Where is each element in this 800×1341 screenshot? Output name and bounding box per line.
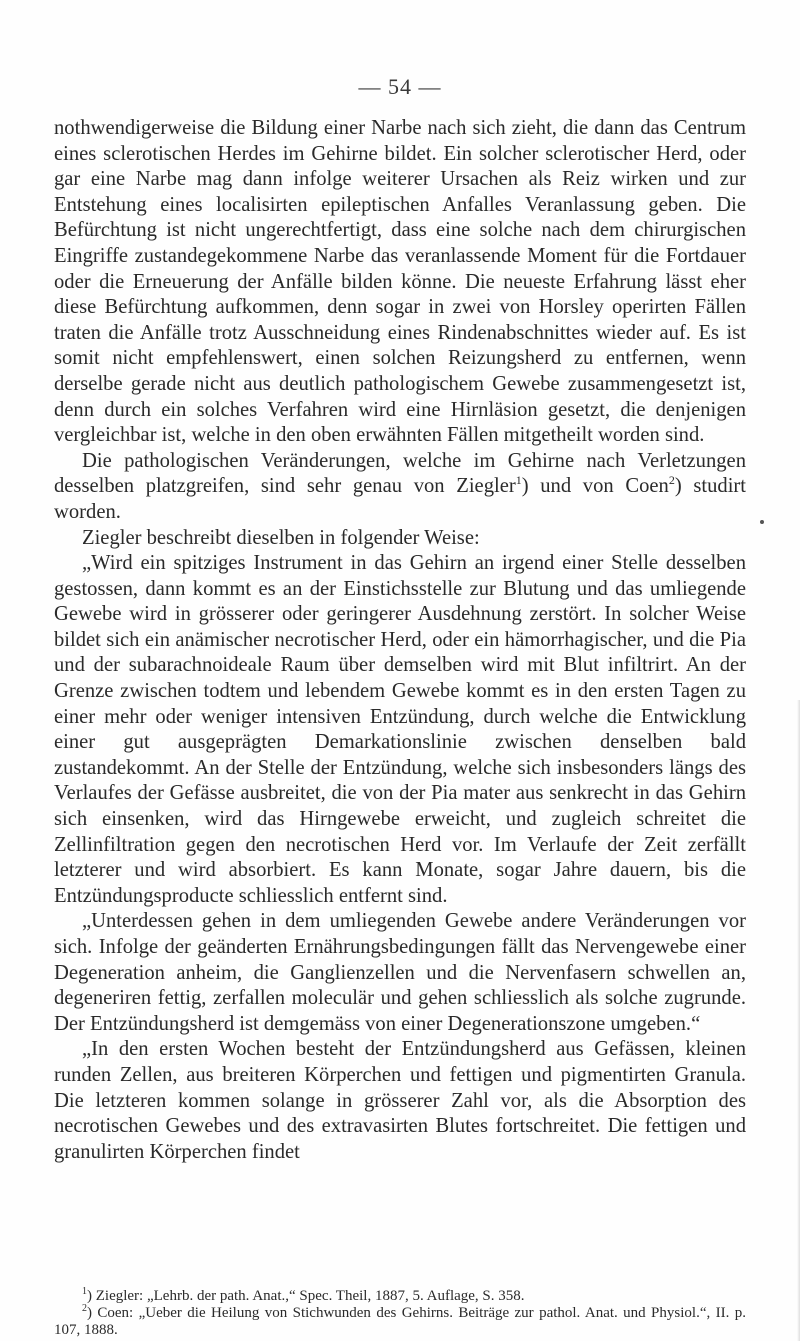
footnote-ref-2: 2: [668, 473, 675, 488]
footnote-1-mark: 1: [82, 1286, 87, 1297]
paragraph-3: Ziegler beschreibt dieselben in folgender Weise:: [82, 526, 480, 549]
footnotes: [54, 1288, 746, 1339]
paragraph-2: [54, 449, 746, 526]
paragraph-2-text-b: ) und von Coen: [521, 475, 669, 498]
page-number: — 54 —: [358, 74, 442, 99]
paragraph-6-quote: „In den ersten Wochen besteht der Entzündungsherd aus Gefässen, kleinen runden Zellen, aus breiteren Körperchen und fettigen und pigmentirten Granula. Die letzteren kommen solange in grösserer Zahl vor, als die Absorption des necrotischen Gewebes und des extravasirten Blutes fortschreitet. Die fettigen und granulirten Körperchen findet: [54, 1038, 746, 1163]
body-text: [54, 116, 746, 1165]
margin-speck: [760, 520, 764, 524]
paragraph-1: nothwendigerweise die Bildung einer Narbe nach sich zieht, die dann das Centrum eines sclerotischen Herdes im Gehirne bildet. Ein solcher sclerotischer Herd, oder gar eine Narbe mag dann infolge weiterer Ursachen als Reiz wirken und zur Entstehung eines localisirten epileptischen Anfalles Veranlassung geben. Die Befürchtung ist nicht ungerechtfertigt, dass eine solche nach dem chirurgischen Eingriffe zustandegekommene Narbe das veranlassende Moment für die Fortdauer oder die Erneuerung der Anfälle bilden könne. Die neueste Erfahrung lässt eher diese Befürchtung aufkommen, denn sogar in zwei von Horsley operirten Fällen traten die Anfälle trotz Ausschneidung eines Rindenabschnittes wieder auf. Es ist somit nicht empfehlenswert, einen solchen Reizungsherd zu entfernen, wenn derselbe gerade nicht aus deutlich pathologischem Gewebe zusammengesetzt ist, denn durch ein solches Verfahren wird eine Hirnläsion gesetzt, die denjenigen vergleichbar ist, welche in den oben erwähnten Fällen mitgetheilt worden sind.: [54, 117, 746, 447]
footnote-ref-1: 1: [515, 473, 522, 488]
footnote-2-text: ) Coen: „Ueber die Heilung von Stichwunden des Gehirns. Beiträge zur pathol. Anat. und Physiol.“, II. p. 107, 1888.: [54, 1305, 746, 1338]
footnote-2: [54, 1305, 746, 1339]
paragraph-5-quote: „Unterdessen gehen in dem umliegenden Gewebe andere Veränderungen vor sich. Infolge der geänderten Ernährungsbedingungen fällt das Nervengewebe einer Degeneration anheim, die Ganglienzellen und die Nervenfasern schwellen an, degeneriren fettig, zerfallen moleculär und gehen schliesslich als solche zugrunde. Der Entzündungsherd ist demgemäss von einer Degenerationszone umgeben.“: [54, 910, 746, 1035]
footnote-2-mark: 2: [82, 1303, 87, 1314]
paragraph-2-text-a: Die pathologischen Veränderungen, welche im Gehirne nach Verletzungen desselben platzgreifen, sind sehr genau von Ziegler: [54, 449, 746, 498]
paragraph-4-quote: „Wird ein spitziges Instrument in das Gehirn an irgend einer Stelle desselben gestossen, dann kommt es an der Einstichsstelle zur Blutung und das umliegende Gewebe wird in grösserer oder geringerer Ausdehnung zerstört. In solcher Weise bildet sich ein anämischer necrotischer Herd, oder ein hämorrhagischer, und die Pia und der subarachnoideale Raum über demselben wird mit Blut infiltrirt. An der Grenze zwischen todtem und lebendem Gewebe kommt es in den ersten Tagen zu einer mehr oder weniger intensiven Entzündung, durch welche die Entwicklung einer gut ausgeprägten Demarkationslinie zwischen denselben bald zustandekommt. An der Stelle der Entzündung, welche sich insbesonders längs des Verlaufes der Gefässe ausbreitet, die von der Pia mater aus senkrecht in das Gehirn sich einsenken, wird das Hirngewebe erweicht, und zugleich schreitet die Zellinfiltration gegen den necrotischen Herd vor. Im Verlaufe der Zeit zerfällt letzterer und wird absorbiert. Es kann Monate, sogar Jahre dauern, bis die Entzündungsproducte schliesslich entfernt sind.: [54, 552, 746, 907]
footnote-1-text: ) Ziegler: „Lehrb. der path. Anat.,“ Spec. Theil, 1887, 5. Auflage, S. 358.: [87, 1288, 525, 1304]
footnote-1: [54, 1288, 746, 1305]
paragraph-2-text-c: ) studirt worden.: [54, 475, 746, 523]
